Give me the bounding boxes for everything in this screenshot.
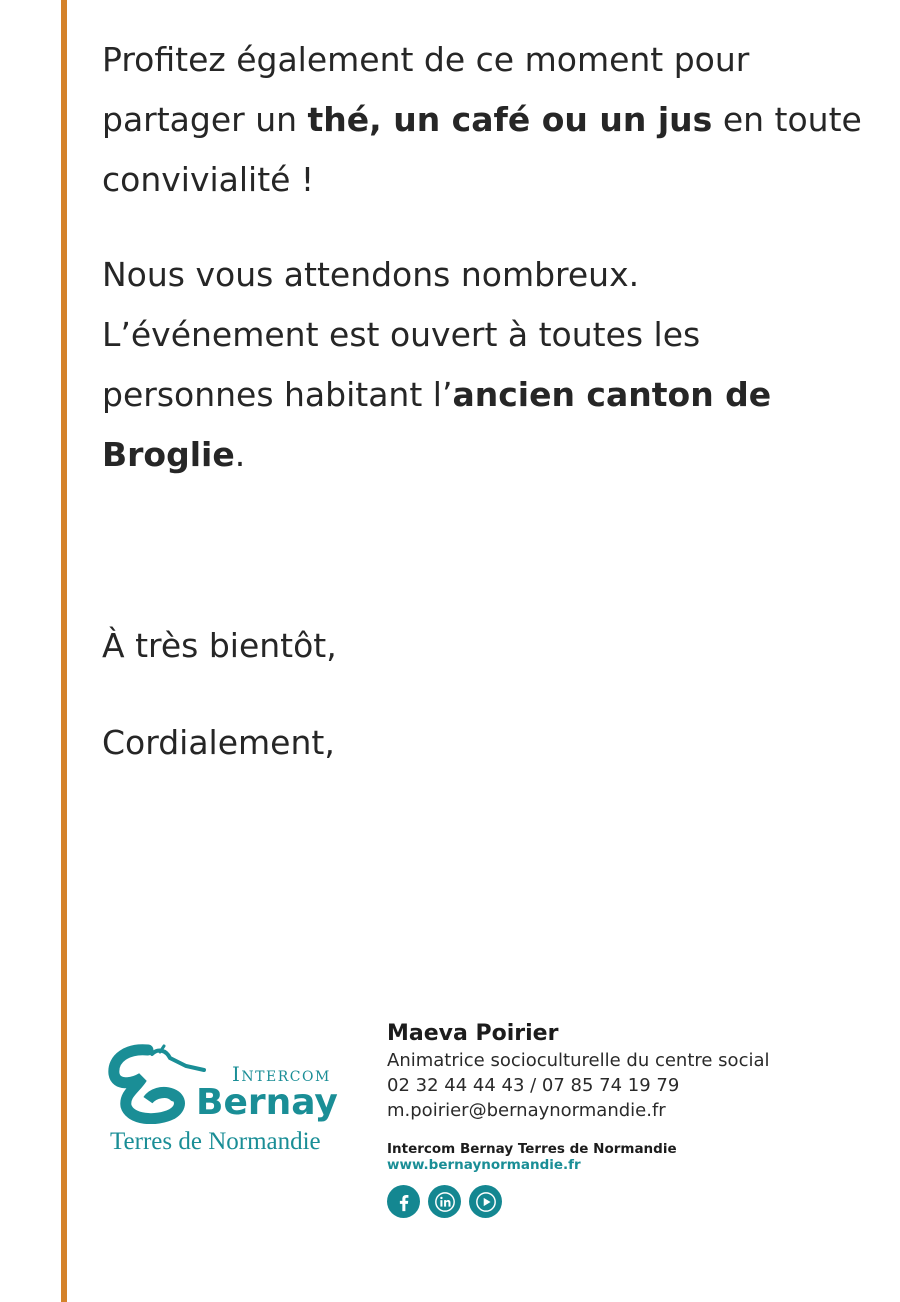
youtube-icon[interactable] [469,1185,502,1218]
signature-email-link[interactable]: m.poirier@bernaynormandie.fr [387,1100,666,1121]
logo-intercom-text: Intercom [232,1062,331,1086]
signature-organization: Intercom Bernay Terres de Normandie [387,1141,677,1157]
social-links [387,1185,867,1218]
signature-website-link[interactable]: www.bernaynormandie.fr [387,1157,581,1173]
linkedin-icon[interactable] [428,1185,461,1218]
signature-name: Maeva Poirier [387,1021,559,1046]
linkedin-glyph-icon [434,1191,456,1213]
closing-see-you: À très bientôt, [102,626,337,665]
logo-terres-text: Terres de Normandie [110,1128,321,1155]
paragraph-refreshments: Profitez également de ce moment pour partager un thé, un café ou un jus en toute convivialité ! [102,40,862,199]
closing-regards: Cordialement, [102,723,335,762]
logo-bernay-text: Bernay [196,1082,338,1123]
bold-canton: ancien canton de Broglie [102,375,772,474]
facebook-icon[interactable] [387,1185,420,1218]
play-glyph-icon [475,1191,497,1213]
signature-role: Animatrice socioculturelle du centre social [387,1050,770,1071]
intercom-bernay-logo[interactable] [108,1044,348,1164]
left-accent-bar [61,0,67,1302]
paragraph-invitation: Nous vous attendons nombreux. L’événement est ouvert à toutes les personnes habitant l’ancien canton de Broglie. [102,255,772,474]
bold-refreshments: thé, un café ou un jus [307,100,713,139]
signature-phones[interactable]: 02 32 44 44 43 / 07 85 74 19 79 [387,1075,680,1096]
email-signature [387,1020,867,1218]
facebook-glyph-icon [393,1191,415,1213]
